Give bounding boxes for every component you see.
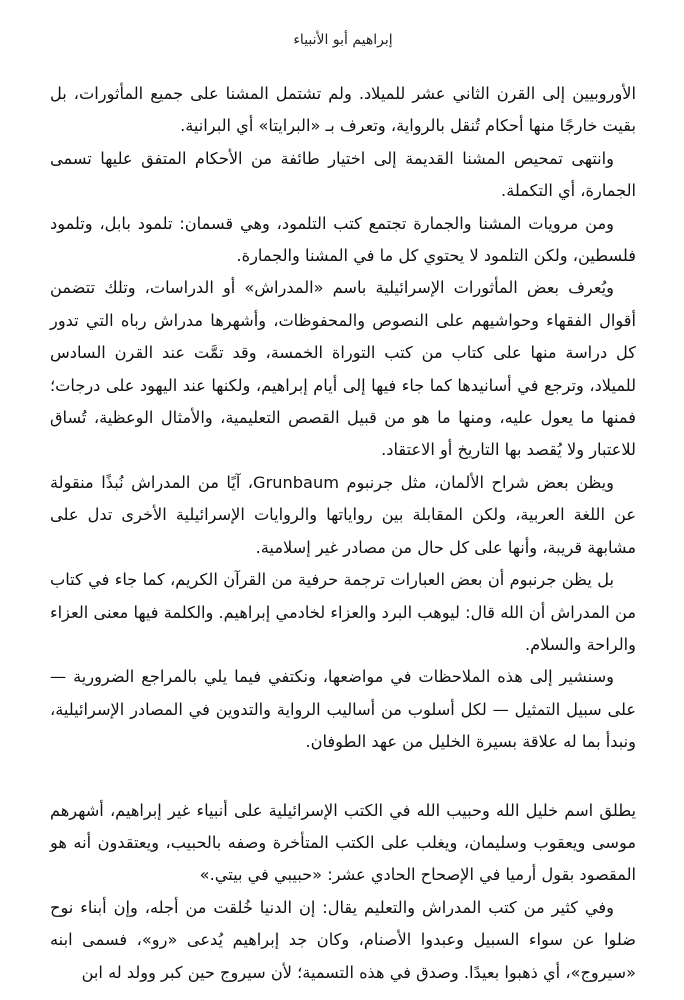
paragraph: وانتهى تمحيص المشنا القديمة إلى اختيار طائفة من الأحكام المتفق عليها تسمى الجمارة، أي التكملة.	[50, 148, 636, 201]
paragraph: ويُعرف بعض المأثورات الإسرائيلية باسم «المدراش» أو الدراسات، وتلك تتضمن أقوال الفقهاء وحواشيهم على النصوص والمحفوظات، وأشهرها مدراش رباه التي تدور كل دراسة منها على كتاب من كتب التوراة الخمسة، وقد تمَّت عند القرن السادس للميلاد، وترجع في أسانيدها كما جاء فيها إلى أيام إبراهيم، ولكنها عند اليهود على درجات؛ فمنها ما يعول عليه، ومنها ما هو من قبيل القصص التعليمية، والأمثال الوعظية، تُساق للاعتبار ولا يُقصد بها التاريخ أو الاعتقاد.	[50, 278, 636, 460]
paragraph: يطلق اسم خليل الله وحبيب الله في الكتب الإسرائيلية على أنبياء غير إبراهيم، أشهرهم موسى ويعقوب وسليمان، ويغلب على الكتب المتأخرة وصفه بالحبيب، ويعتقدون أنه هو المقصود بقول أرميا في الإصحاح الحادي عشر: «حبيبي في بيتي.»	[50, 800, 636, 885]
paragraph: بل يظن جرنبوم أن بعض العبارات ترجمة حرفية من القرآن الكريم، كما جاء في كتاب من المدراش أن الله قال: ليوهب البرد والعزاء لخادمي إبراهيم. والكلمة فيها معنى العزاء والراحة والسلام.	[50, 570, 636, 654]
running-header: إبراهيم أبو الأنبياء	[293, 32, 393, 48]
paragraph: وفي كثير من كتب المدراش والتعليم يقال: إن الدنيا خُلقت من أجله، وإن أبناء نوح ضلوا عن سواء السبيل وعبدوا الأصنام، وكان جد إبراهيم يُدعى «رو»، فسمى ابنه «سيروج»، أي ذهبوا بعيدًا. وصدق في هذه التسمية؛ لأن سيروج حين كبر وولد له ابن	[50, 897, 636, 982]
paragraph: الأوروبيين إلى القرن الثاني عشر للميلاد. ولم تشتمل المشنا على جميع المأثورات، بل بقيت خارجًا منها أحكام تُنقل بالرواية، وتعرف بـ «البرايتا» أي البرانية.	[50, 84, 636, 136]
text-section-2	[50, 795, 636, 989]
text-section-1	[50, 78, 636, 759]
paragraph: ويظن بعض شراح الألمان، مثل جرنبوم Grunbaum، آيًا من المدراش نُبذًا منقولة عن اللغة العربية، ولكن المقابلة بين رواياتها والروايات الإسرائيلية الأخرى تدل على مشابهة قريبة، وأنها على كل حال من مصادر غير إسلامية.	[50, 472, 636, 557]
paragraph: وسنشير إلى هذه الملاحظات في مواضعها، ونكتفي فيما يلي بالمراجع الضرورية — على سبيل التمثيل — لكل أسلوب من أساليب الرواية والتدوين في المصادر الإسرائيلية، ونبدأ بما له علاقة بسيرة الخليل من عهد الطوفان.	[50, 667, 636, 752]
paragraph: ومن مرويات المشنا والجمارة تجتمع كتب التلمود، وهي قسمان: تلمود بابل، وتلمود فلسطين، ولكن التلمود لا يحتوي كل ما في المشنا والجمارة.	[50, 213, 636, 266]
section-gap	[50, 759, 636, 795]
